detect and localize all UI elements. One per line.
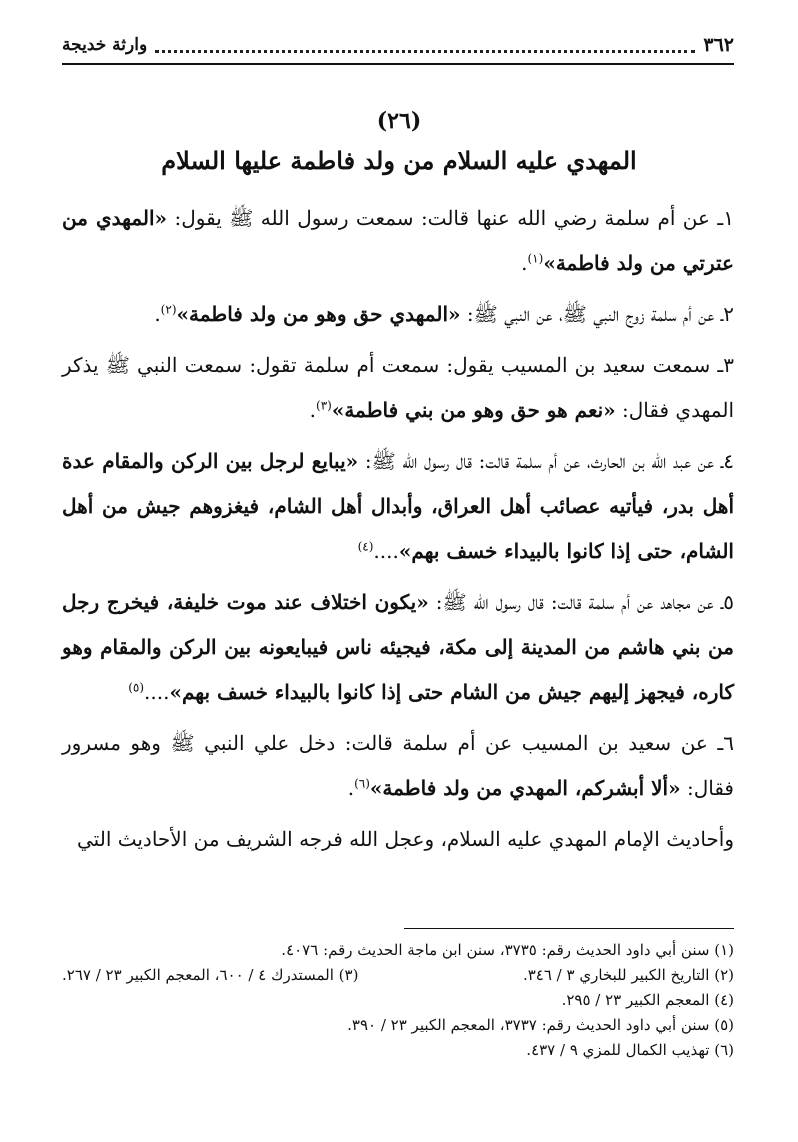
footnote-ref: (٣) (316, 398, 332, 413)
footnote-3: (٣) المستدرك ٤ / ٦٠٠، المعجم الكبير ٢٣ / ٢٦٧. (62, 966, 359, 984)
footnote-1: (١) سنن أبي داود الحديث رقم: ٣٧٣٥، سنن ابن ماجة الحديث رقم: ٤٠٧٦. (281, 941, 734, 959)
hadith-quote: «المهدي حق وهو من ولد فاطمة» (176, 302, 461, 326)
hadith-quote: «يبايع لرجل بين الركن والمقام عدة أهل بدر، فيأتيه عصائب أهل العراق، وأبدال أهل الشام، فيغزوهم جيش من أهل الشام، حتى إذا كانوا بالبيداء خسف بهم» (62, 449, 734, 563)
hadith-tail: .... (373, 539, 399, 563)
closing-paragraph: وأحاديث الإمام المهدي عليه السلام، وعجل الله فرجه الشريف من الأحاديث التي (77, 827, 734, 851)
header-rule (62, 63, 734, 65)
footnote-ref: (٦) (354, 776, 370, 791)
hadith-quote: «المهدي من عترتي من ولد فاطمة» (62, 206, 734, 275)
hadith-intro: ٤ـ عن عبد الله بن الحارث، عن أم سلمة قالت: قال رسول الله ﷺ: (358, 449, 735, 473)
hadith-tail: . (347, 776, 355, 800)
hadith-3 (62, 343, 734, 433)
hadith-tail: . (309, 398, 316, 422)
footnotes (62, 938, 734, 1063)
hadith-4 (62, 439, 734, 574)
hadith-2 (62, 292, 734, 337)
hadith-tail: . (521, 251, 528, 275)
footnote-ref: (٢) (160, 302, 177, 317)
footnote-2: (٢) التاريخ الكبير للبخاري ٣ / ٣٤٦. (522, 966, 734, 984)
running-header (62, 28, 734, 62)
hadith-intro: ٥ـ عن مجاهد عن أم سلمة قالت: قال رسول الله ﷺ: (428, 590, 734, 614)
hadith-intro: ٣ـ سمعت سعيد بن المسيب يقول: سمعت أم سلمة تقول: سمعت النبي ﷺ يذكر المهدي فقال: (62, 353, 734, 422)
footnote-6: (٦) تهذيب الكمال للمزي ٩ / ٤٣٧. (526, 1041, 734, 1059)
footnote-ref: (١) (527, 251, 544, 266)
footnote-ref: (٤) (357, 539, 374, 554)
footnote-row (62, 963, 734, 988)
footnote-ref: (٥) (128, 680, 145, 695)
page-number: ٣٦٢ (703, 34, 734, 56)
body-text (62, 196, 734, 868)
footnote-rule (404, 928, 734, 929)
chapter-title: المهدي عليه السلام من ولد فاطمة عليها السلام (161, 146, 637, 175)
hadith-intro: ٦ـ عن سعيد بن المسيب عن أم سلمة قالت: دخل علي النبي ﷺ وهو مسرور فقال: (62, 731, 734, 800)
hadith-tail: .... (144, 680, 170, 704)
hadith-5 (62, 580, 734, 715)
running-title: وارثة خديجة (62, 35, 148, 55)
leader-dots (155, 38, 695, 53)
hadith-tail: . (154, 302, 161, 326)
hadith-6 (62, 721, 734, 811)
hadith-quote: «نعم هو حق وهو من بني فاطمة» (331, 398, 616, 422)
footnote-5: (٥) سنن أبي داود الحديث رقم: ٣٧٣٧، المعجم الكبير ٢٣ / ٣٩٠. (347, 1016, 734, 1034)
chapter-number: (٢٦) (376, 108, 422, 134)
hadith-quote: «ألا أبشركم، المهدي من ولد فاطمة» (369, 776, 681, 800)
hadith-intro: ٢ـ عن أم سلمة زوج النبي ﷺ، عن النبي ﷺ: (460, 302, 734, 326)
footnote-4: (٤) المعجم الكبير ٢٣ / ٢٩٥. (561, 991, 734, 1009)
hadith-quote: «يكون اختلاف عند موت خليفة، فيخرج رجل من بني هاشم من المدينة إلى مكة، فيجيئه ناس فيبايعونه بين الركن والمقام وهو كاره، فيجهز إليهم جيش من الشام حتى إذا كانوا بالبيداء خسف بهم» (62, 590, 734, 704)
hadith-intro: ١ـ عن أم سلمة رضي الله عنها قالت: سمعت رسول الله ﷺ يقول: (167, 206, 735, 230)
hadith-1 (62, 196, 734, 286)
